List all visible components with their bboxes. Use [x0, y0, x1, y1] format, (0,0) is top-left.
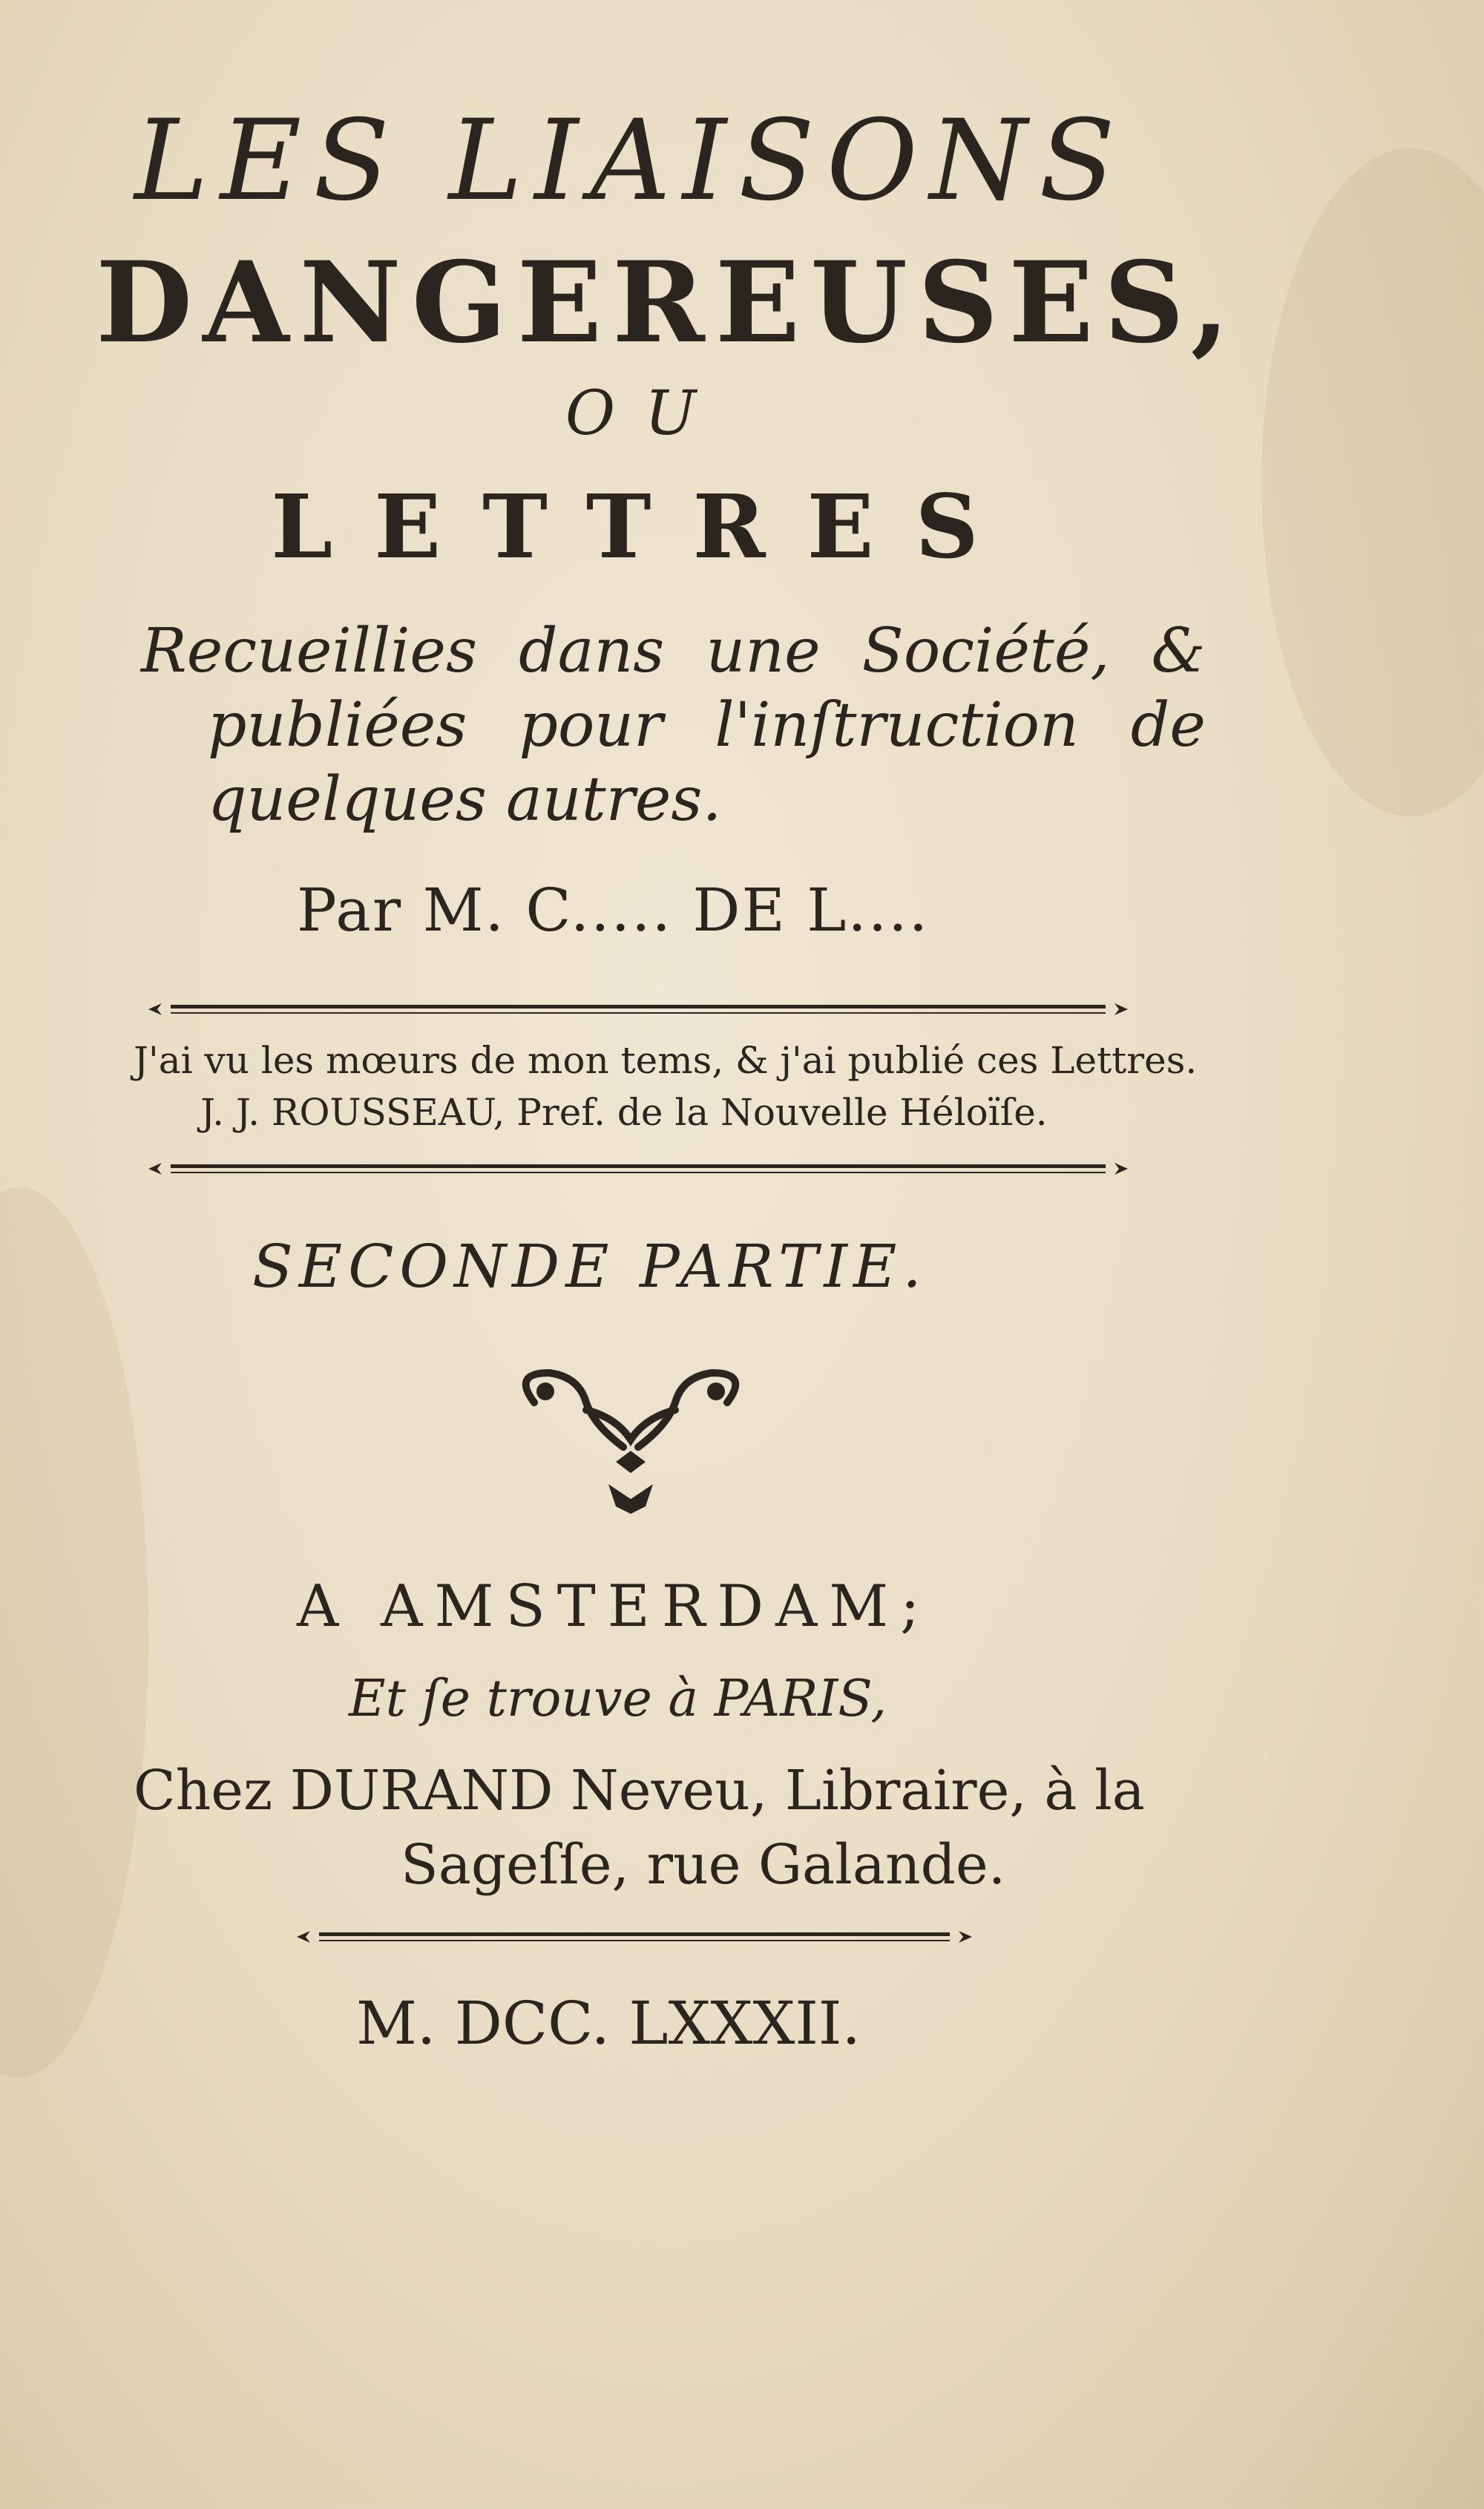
imprint-publisher: Chez DURAND Neveu, Libraire, à la	[134, 1759, 1145, 1823]
publication-date: M. DCC. LXXXII.	[356, 1989, 861, 2058]
paper-stain	[0, 1187, 148, 2078]
imprint-place: A AMSTERDAM;	[297, 1573, 932, 1640]
title-lettres: LETTRES	[271, 475, 1020, 578]
title-line-2: DANGEREUSES,	[96, 237, 1240, 368]
subtitle-line-2: publiées pour l'inſtruction de	[208, 690, 1206, 761]
part-title: SECONDE PARTIE.	[252, 1232, 928, 1301]
epigraph-attribution: J. J. ROUSSEAU, Pref. de la Nouvelle Héloïſe.	[200, 1091, 1048, 1134]
fleuron-ornament	[505, 1351, 757, 1529]
subtitle-line-3: quelques autres.	[208, 764, 722, 835]
decorative-rule-top	[141, 994, 1135, 1024]
imprint-paris: Et ſe trouve à PARIS,	[349, 1670, 887, 1728]
title-ou: OU	[565, 378, 726, 449]
decorative-rule-middle	[141, 1154, 1135, 1184]
author-line: Par M. C..... DE L....	[297, 876, 930, 945]
epigraph-quote: J'ai vu les mœurs de mon tems, & j'ai publié ces Lettres.	[134, 1039, 1198, 1082]
title-line-1: LES LIAISONS	[134, 96, 1127, 226]
imprint-address: Sageſſe, rue Galande.	[401, 1833, 1006, 1897]
subtitle-line-1: Recueillies dans une Société, &	[141, 616, 1206, 686]
decorative-rule-bottom	[289, 1922, 979, 1952]
